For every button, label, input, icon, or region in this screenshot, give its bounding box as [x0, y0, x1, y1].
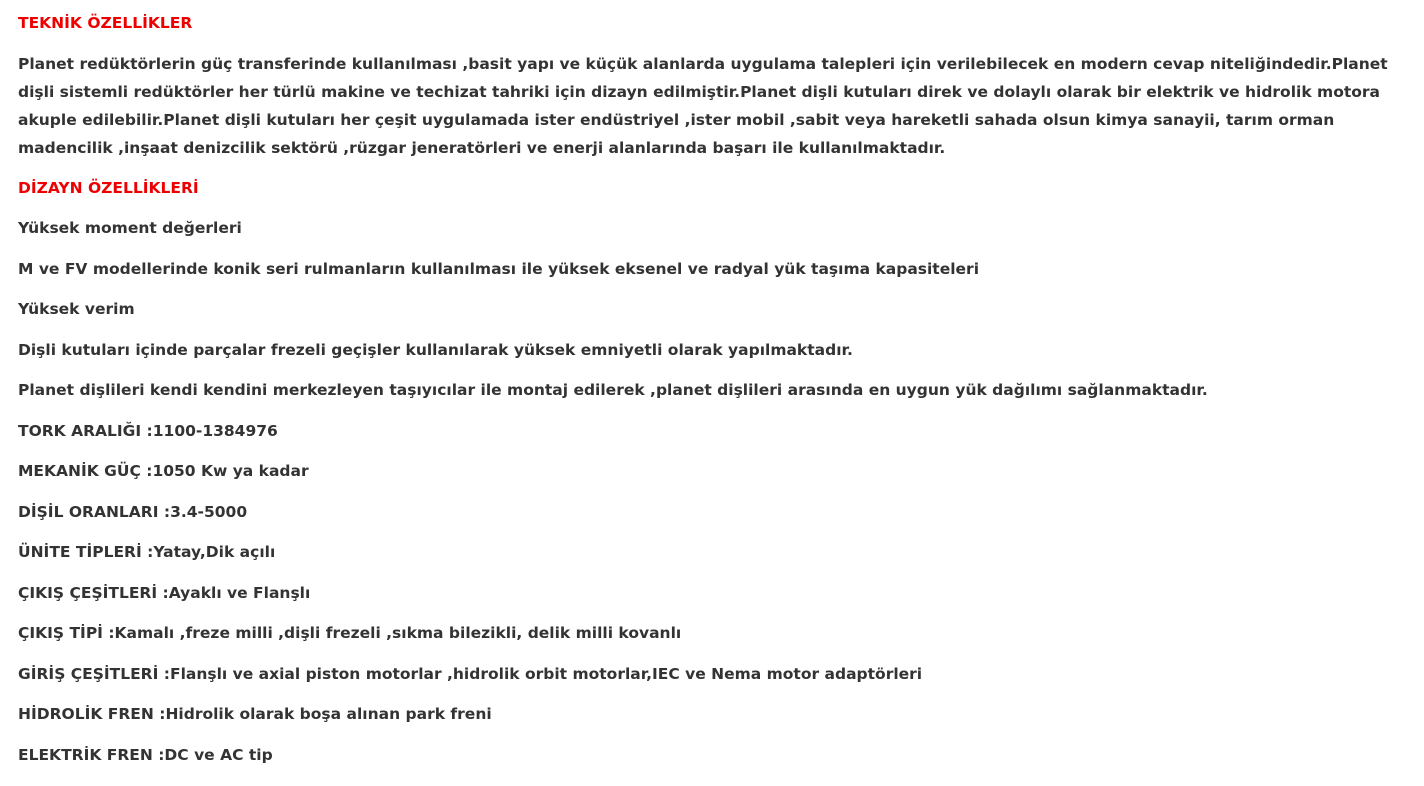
spec-hydraulic-brake: HİDROLİK FREN :Hidrolik olarak boşa alınan park freni: [18, 705, 492, 723]
spec-torque-range: TORK ARALIĞI :1100-1384976: [18, 422, 278, 440]
technical-features-heading: TEKNİK ÖZELLİKLER: [18, 14, 193, 32]
feature-line-planet-carriers: Planet dişlileri kendi kendini merkezleyen taşıyıcılar ile montaj edilerek ,planet dişlileri arasında en uygun yük dağılımı sağlanmaktadır.: [18, 381, 1208, 399]
spec-unit-types: ÜNİTE TİPLERİ :Yatay,Dik açılı: [18, 543, 276, 561]
spec-input-variants: GİRİŞ ÇEŞİTLERİ :Flanşlı ve axial piston motorlar ,hidrolik orbit motorlar,IEC ve Nema motor adaptörleri: [18, 665, 923, 683]
feature-line-splined-parts: Dişli kutuları içinde parçalar frezeli geçişler kullanılarak yüksek emniyetli olarak yapılmaktadır.: [18, 341, 853, 359]
design-features-heading: DİZAYN ÖZELLİKLERİ: [18, 179, 199, 197]
feature-line-high-moment: Yüksek moment değerleri: [18, 219, 242, 237]
spec-output-variants: ÇIKIŞ ÇEŞİTLERİ :Ayaklı ve Flanşlı: [18, 584, 311, 602]
technical-features-paragraph: Planet redüktörlerin güç transferinde kullanılması ,basit yapı ve küçük alanlarda uygulama talepleri için verilebilecek en modern cevap niteliğindedir.Planet dişli sistemli redüktörler her türlü makine ve techizat tahriki için dizayn edilmiştir.Planet dişli kutuları direk ve dolaylı olarak bir elektrik ve hidrolik motora akuple edilebilir.Planet dişli kutuları her çeşit uygulamada ister endüstriyel ,ister mobil ,sabit veya hareketli sahada olsun kimya sanayii, tarım orman madencilik ,inşaat denizcilik sektörü ,rüzgar jeneratörleri ve enerji alanlarında başarı ile kullanılmaktadır.: [18, 55, 1388, 157]
spec-mechanical-power: MEKANİK GÜÇ :1050 Kw ya kadar: [18, 462, 309, 480]
feature-line-bearings: M ve FV modellerinde konik seri rulmanların kullanılması ile yüksek eksenel ve radyal yük taşıma kapasiteleri: [18, 260, 980, 278]
spec-electric-brake: ELEKTRİK FREN :DC ve AC tip: [18, 746, 273, 764]
spec-gear-ratios: DİŞİL ORANLARI :3.4-5000: [18, 503, 248, 521]
feature-line-efficiency: Yüksek verim: [18, 300, 135, 318]
spec-output-type: ÇIKIŞ TİPİ :Kamalı ,freze milli ,dişli frezeli ,sıkma bilezikli, delik milli kovanlı: [18, 624, 682, 642]
